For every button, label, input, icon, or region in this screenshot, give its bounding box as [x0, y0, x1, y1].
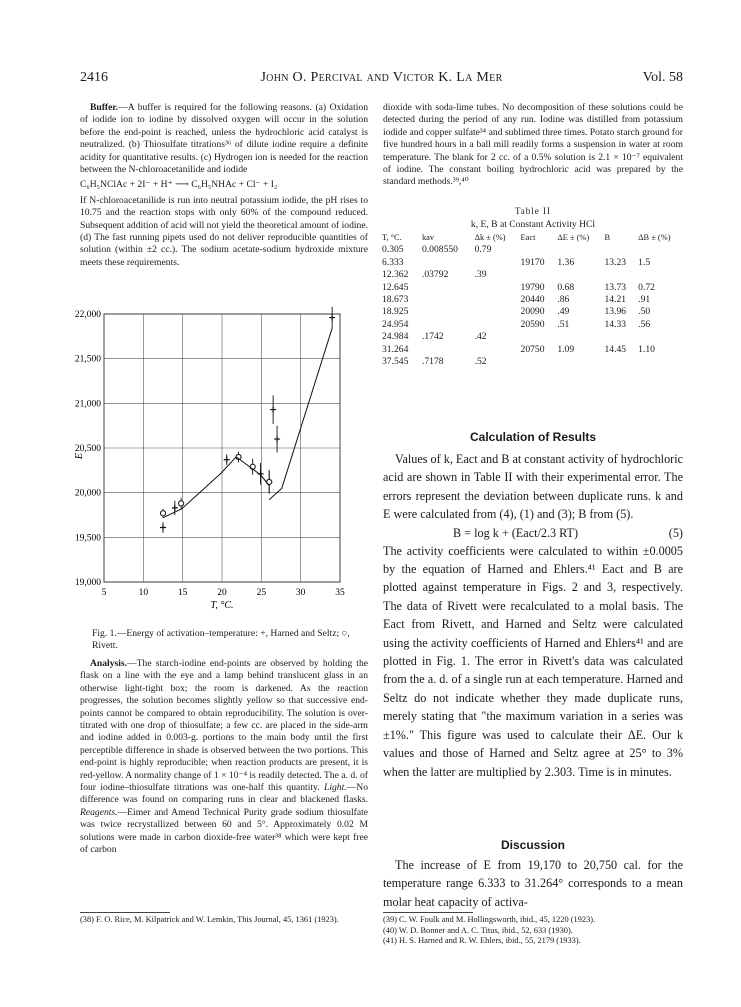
- table-cell: [473, 294, 519, 306]
- table-row: [380, 331, 684, 343]
- table-cell: 37.545: [382, 356, 409, 368]
- footnotes-right: [383, 915, 683, 947]
- table-cell: 0.68: [557, 281, 575, 293]
- y-tick-label: 19,500: [74, 533, 101, 544]
- table-row: [380, 344, 684, 356]
- table-cell: 13.23: [604, 256, 627, 268]
- table-cell: .03792: [421, 269, 449, 281]
- footnote-rule: [80, 912, 170, 913]
- x-tick-label: 20: [217, 588, 227, 598]
- table-row: [380, 356, 684, 368]
- y-tick-label: 21,000: [74, 399, 101, 410]
- buffer-lead: Buffer.: [90, 102, 119, 113]
- right-column: [383, 102, 683, 189]
- calc-paragraph-1: Values of k, Eact and B at constant activity of hydrochloric acid are shown in Table II with their experimental error. The errors represent the deviation between duplicate runs. k and E were calculated from (4), (1) and (3); B from (5).: [383, 452, 684, 522]
- circle-point: [178, 501, 183, 506]
- table-cell: 31.264: [382, 343, 409, 355]
- table-cell: [555, 244, 602, 256]
- table-cell: [420, 282, 473, 294]
- x-tick-label: 5: [101, 588, 107, 598]
- volume-label: Vol. 58: [642, 70, 683, 85]
- table-cell: [555, 269, 602, 281]
- table-cell: 12.645: [382, 281, 409, 293]
- figure-caption: Fig. 1.—Energy of activation–temperature: +, Harned and Seltz; ○, Rivett.: [92, 628, 350, 651]
- table-cell: .56: [638, 318, 651, 330]
- plus-point: [270, 407, 276, 413]
- table-cell: [555, 331, 602, 343]
- table-cell: [420, 319, 473, 331]
- table-cell: [473, 257, 519, 269]
- table-cell: [473, 344, 519, 356]
- table-cell: 12.362: [382, 269, 409, 281]
- plus-point: [160, 525, 166, 531]
- table-cell: 1.10: [638, 343, 655, 355]
- table-row: [380, 257, 684, 269]
- table-cell: 19790: [520, 281, 545, 293]
- discussion-heading: Discussion: [500, 838, 566, 852]
- table-header-row: [380, 232, 684, 244]
- y-tick-label: 22,000: [74, 310, 101, 320]
- calculation-heading: Calculation of Results: [469, 430, 597, 444]
- running-title: John O. Percival and Victor K. La Mer: [260, 70, 503, 85]
- table-cell: [603, 331, 637, 343]
- table-cell: [519, 269, 556, 281]
- plus-point: [224, 457, 230, 463]
- equation-5-body: B = log k + (Eact/2.3 RT): [453, 525, 579, 540]
- equation-5: [383, 524, 683, 542]
- table-row: [380, 269, 684, 281]
- table-cell: 20090: [520, 306, 545, 318]
- figure-1-chart: [74, 306, 372, 628]
- table-header-cell: ΔE ± (%): [557, 233, 590, 242]
- table-cell: [420, 257, 473, 269]
- table-cell: 0.79: [474, 244, 492, 256]
- y-tick-label: 21,500: [74, 354, 101, 365]
- table-cell: [473, 306, 519, 318]
- table-cell: .52: [474, 356, 487, 368]
- table-cell: .86: [557, 294, 570, 306]
- table-cell: 13.96: [604, 306, 627, 318]
- table-cell: .1742: [421, 331, 444, 343]
- table-cell: [603, 356, 637, 368]
- y-axis-label: E: [74, 452, 85, 460]
- light-text: —No difference was found on comparing runs in clear and blackened flasks.: [80, 782, 368, 806]
- analysis-text: —The starch-iodine end-points are observed by holding the flask on a line with the eye and a lamp behind translucent glass in an otherwise light-tight box; the room is darkened. As the reaction progresses, the solution becomes slightly yellow so that successive end-points cannot be compared to obtain reproducibility. The solution is over-titrated with one drop of thiosulfate; a few cc. are placed in the side-arm and iodine added in 0.003-g. portions to the main body until the first perceptible difference in shade is observed between the two portions. This end-point is highly reproducible; when reaction products are present, it is red-yellow. A normality change of 1 × 10⁻⁴ is readily detected. The a. d. of four iodine–thiosulfate titrations was one-half this quantity.: [80, 658, 368, 794]
- table-cell: 0.72: [638, 281, 655, 293]
- table-cell: 14.33: [604, 318, 627, 330]
- table-label: Table II: [514, 206, 552, 216]
- table-cell: .42: [474, 331, 487, 343]
- y-tick-label: 20,500: [74, 444, 101, 454]
- table-row: [380, 294, 684, 306]
- table-header-cell: Eact: [520, 233, 536, 242]
- table-cell: 1.5: [638, 256, 651, 268]
- table-cell: [420, 344, 473, 356]
- calc-paragraph-2: The activity coefficients were calculated to within ±0.0005 by the equation of Harned and Ehlers.⁴¹ Eact and B are plotted against temperature in Figs. 2 and 3, respectively. The data of Rivett were recalculated to a molal basis. The Eact from Rivett, and Harned and Seltz were calculated using the activity coefficients of Harned and Ehlers⁴¹ and are plotted in Fig. 1. The error in Rivett's data was calculated from the a. d. of a single run at each temperature. Harned and Seltz do not indicate whether they made duplicate runs, merely stating that "the maximum variation in a series was ±1%." This figure was used to calculate their ΔE. Our k values and those of Harned and Seltz agree at 25° to 3% when the latter are multiplied by 2.303. Time is in minutes.: [383, 543, 683, 779]
- table-cell: 20590: [520, 318, 545, 330]
- table-cell: [473, 282, 519, 294]
- reagents-continued: dioxide with soda-lime tubes. No decomposition of these solutions could be detected during the period of any run. Iodine was distilled from potassium iodide and copper sulfate³⁴ and sublimed three times. Potato starch ground for five hundred hours in a ball mill readily forms a suspension in water at room temperature. The blank for 2 cc. of a 0.5% solution is 2.1 × 10⁻⁷ equivalent of iodine. The constant boiling hydrochloric acid was prepared by the standard methods.³⁹,⁴⁰: [383, 102, 683, 188]
- table-cell: 18.925: [382, 306, 409, 318]
- reagents-text: —Eimer and Amend Technical Purity grade sodium thiosulfate was twice recrystallized between 60 and 5°. Approximately 0.02 M solutions were made in carbon dioxide-free water³⁸ which were kept free of carbon: [80, 806, 368, 856]
- footnote-39: (39) C. W. Foulk and M. Hollingsworth, ibid., 45, 1220 (1923).: [383, 915, 596, 924]
- table-cell: 20750: [520, 343, 545, 355]
- table-cell: .51: [557, 318, 570, 330]
- x-tick-label: 35: [335, 588, 345, 598]
- table-cell: 13.73: [604, 281, 627, 293]
- table-cell: .91: [638, 294, 651, 306]
- light-lead: Light.: [324, 782, 347, 794]
- analysis-section: [80, 658, 368, 857]
- x-axis-label: T, °C.: [210, 600, 234, 611]
- table-cell: [555, 356, 602, 368]
- analysis-lead: Analysis.: [90, 658, 128, 669]
- y-tick-label: 20,000: [74, 488, 101, 499]
- x-tick-label: 30: [295, 588, 306, 598]
- table-cell: [420, 306, 473, 318]
- left-column: [80, 102, 368, 269]
- discussion-paragraph: The increase of E from 19,170 to 20,750 cal. for the temperature range 6.333 to 31.264° corresponds to a mean molar heat capacity of activa-: [383, 858, 683, 909]
- table-header-cell: T, °C.: [382, 233, 402, 242]
- x-tick-label: 15: [177, 588, 188, 598]
- buffer-paragraph-2: If N-chloroacetanilide is run into neutral potassium iodide, the pH rises to 10.75 and the reaction stops with only 60% of the compound reduced. Subsequent addition of acid will not yield the theoretical amount of iodine. (d) The fast running pipets used do not deliver reproducible quantities of solution (within ±2 cc.). The sodium acetate-sodium hydroxide mixture meets these requirements.: [80, 194, 368, 268]
- footnote-38: (38) F. O. Rice, M. Kilpatrick and W. Lemkin, This Journal, 45, 1361 (1923).: [80, 915, 339, 924]
- footnote-41: (41) H. S. Harned and R. W. Ehlers, ibid., 55, 2179 (1933).: [383, 936, 581, 946]
- table-header-cell: Δk ± (%): [474, 233, 506, 242]
- table-header-cell: B: [604, 233, 611, 242]
- discussion-section: [383, 856, 683, 911]
- table-cell: 14.45: [604, 343, 627, 355]
- table-row: [380, 306, 684, 318]
- table-cell: 14.21: [604, 294, 627, 306]
- table-cell: [636, 269, 684, 281]
- x-tick-label: 10: [138, 588, 149, 598]
- table-cell: 6.333: [382, 256, 404, 268]
- table-cell: .39: [474, 269, 487, 281]
- table-cell: 18.673: [382, 294, 409, 306]
- page-number: 2416: [80, 70, 108, 85]
- table-cell: 0.305: [382, 244, 404, 256]
- table-cell: 1.36: [557, 256, 575, 268]
- table-row: [380, 282, 684, 294]
- plus-point: [172, 505, 178, 511]
- table-cell: 1.09: [557, 343, 575, 355]
- equation-5-number: (5): [668, 525, 683, 540]
- footnote-rule-right: [383, 912, 473, 913]
- reagents-lead: Reagents.: [80, 806, 118, 818]
- calculation-section: [383, 450, 683, 781]
- table-title: k, E, B at Constant Activity HCl: [470, 219, 596, 230]
- table-cell: [519, 244, 556, 256]
- x-tick-label: 25: [256, 588, 267, 598]
- table-cell: [636, 244, 684, 256]
- reaction-equation: C₆H₅NClAc + 2I⁻ + H⁺ ⟶ C₆H₅NHAc + Cl⁻ + I₂: [80, 179, 278, 191]
- table-cell: [519, 356, 556, 368]
- table-cell: 19170: [520, 256, 545, 268]
- analysis-paragraph: [80, 658, 368, 857]
- table-cell: [519, 331, 556, 343]
- table-cell: [603, 244, 637, 256]
- table-row: [380, 244, 684, 256]
- table-header-cell: kav: [421, 233, 435, 242]
- table-cell: 24.984: [382, 331, 409, 343]
- table-cell: [420, 294, 473, 306]
- table-cell: .7178: [421, 356, 444, 368]
- table-cell: 20440: [520, 294, 545, 306]
- plus-point: [329, 315, 335, 321]
- table-cell: [636, 356, 684, 368]
- plus-point: [274, 436, 280, 442]
- table-cell: 24.954: [382, 318, 409, 330]
- table-cell: [636, 331, 684, 343]
- footnote-40: (40) W. D. Bonner and A. C. Titus, ibid., 52, 633 (1930).: [383, 925, 573, 935]
- table-cell: .49: [557, 306, 570, 318]
- table-cell: [603, 269, 637, 281]
- circle-point: [160, 511, 165, 516]
- y-tick-label: 19,000: [74, 578, 101, 588]
- table-ii: [380, 232, 684, 368]
- table-cell: 0.008550: [421, 244, 458, 256]
- table-row: [380, 319, 684, 331]
- table-cell: [473, 319, 519, 331]
- page-header: [80, 70, 683, 90]
- buffer-text: —A buffer is required for the following reasons. (a) Oxidation of iodide ion to iodine by dissolved oxygen will occur in the solution before the end-point is reached, unless the hydrochloric acid catalyst is neutralized. (b) Thiosulfate titrations³⁶ of dilute iodine require a definite acidity for quantitative results. (c) Hydrogen ion is needed for the reaction between the N-chloroacetanilide and iodide: [80, 102, 368, 176]
- buffer-paragraph: [80, 102, 368, 176]
- table-cell: .50: [638, 306, 651, 318]
- table-header-cell: ΔB ± (%): [638, 233, 671, 242]
